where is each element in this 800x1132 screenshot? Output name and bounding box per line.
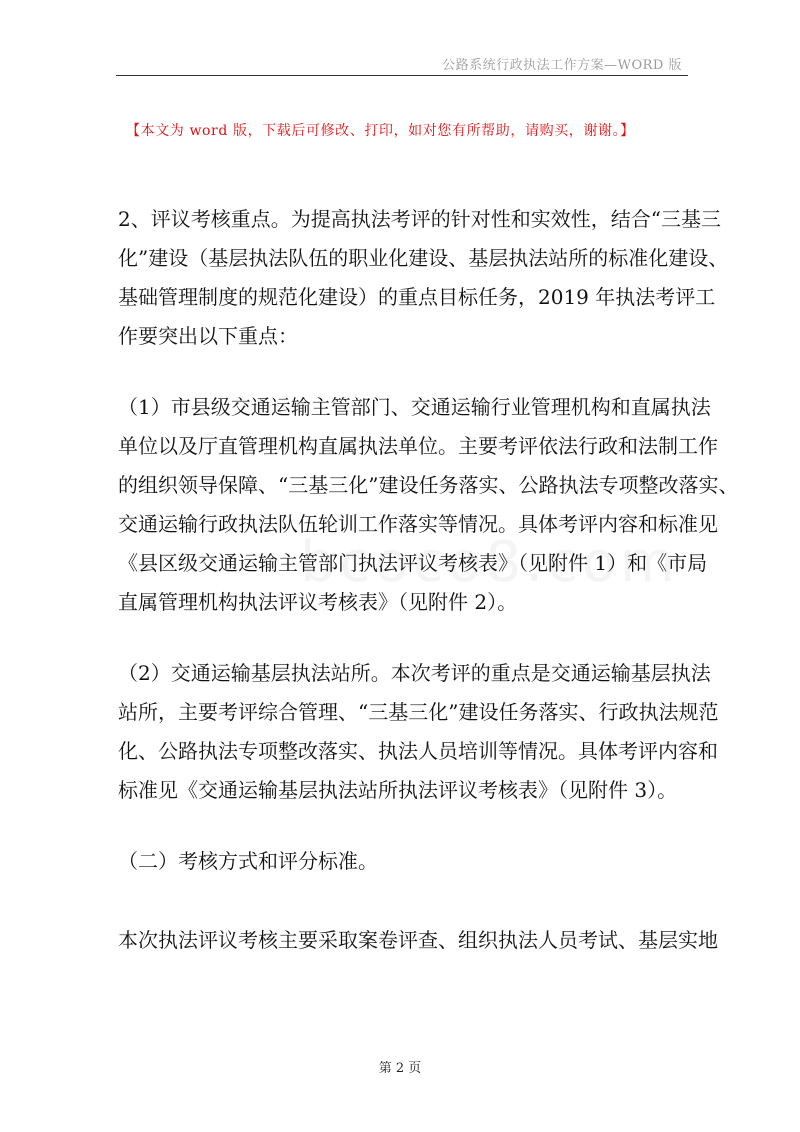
text-line: 站所，主要考评综合管理、“三基三化”建设任务落实、行政执法规范: [118, 700, 719, 724]
text-line: 交通运输行政执法队伍轮训工作落实等情况。具体考评内容和标准见: [118, 512, 718, 536]
paragraph-evaluation-focus: [118, 200, 729, 356]
text-line: 化、公路执法专项整改落实、执法人员培训等情况。具体考评内容和: [118, 739, 718, 763]
text-line: （2）交通运输基层执法站所。本次考评的重点是交通运输基层执法: [118, 661, 711, 685]
text-line: 单位以及厅直管理机构直属执法单位。主要考评依法行政和法制工作: [118, 434, 718, 458]
text-line: 《县区级交通运输主管部门执法评议考核表》（见附件 1）和《市局: [118, 551, 708, 575]
text-line: （1）市县级交通运输主管部门、交通运输行业管理机构和直属执法: [118, 395, 711, 419]
purchase-notice: 【本文为 word 版，下载后可修改、打印，如对您有所帮助，请购买，谢谢。】: [126, 123, 635, 139]
header-divider: [116, 75, 688, 76]
document-header-title: 公路系统行政执法工作方案—WORD 版: [442, 58, 682, 73]
document-body: [118, 200, 739, 992]
paragraph-method: [118, 921, 718, 960]
text-line: 2、评议考核重点。为提高执法考评的针对性和实效性，结合“三基三: [118, 207, 721, 231]
text-line: （二）考核方式和评分标准。: [118, 849, 378, 873]
text-line: 标准见《交通运输基层执法站所执法评议考核表》（见附件 3）。: [118, 778, 678, 802]
paragraph-item-2: [118, 654, 719, 810]
text-line: 的组织领导保障、“三基三化”建设任务落实、公路执法专项整改落实、: [118, 473, 739, 497]
paragraph-section-heading: [118, 842, 688, 881]
text-line: 基础管理制度的规范化建设）的重点目标任务，2019 年执法考评工: [118, 285, 716, 309]
paragraph-item-1: [118, 388, 739, 622]
text-line: 直属管理机构执法评议考核表》（见附件 2）。: [118, 590, 518, 614]
page-number: 第 2 页: [378, 1061, 422, 1076]
text-line: 本次执法评议考核主要采取案卷评查、组织执法人员考试、基层实地: [118, 928, 718, 952]
text-line: 作要突出以下重点：: [118, 324, 298, 348]
text-line: 化”建设（基层执法队伍的职业化建设、基层执法站所的标准化建设、: [118, 246, 729, 270]
